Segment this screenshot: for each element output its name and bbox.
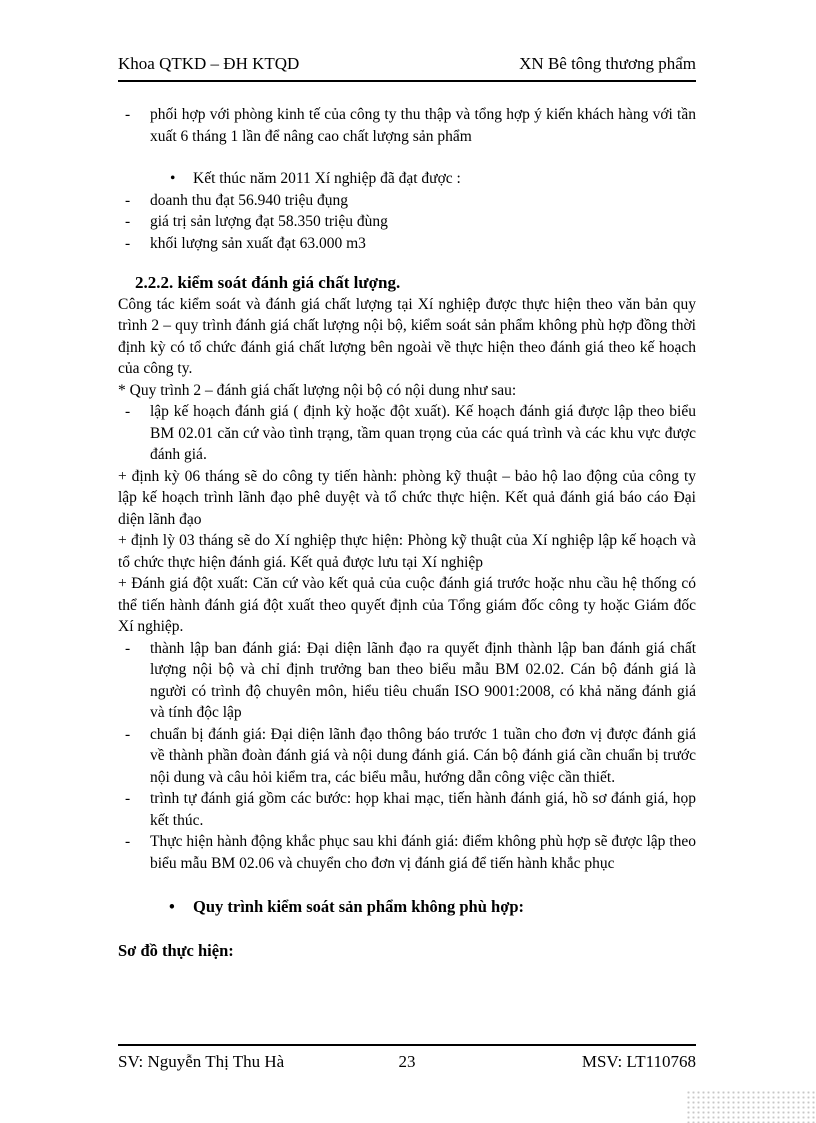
diagram-label: Sơ đồ thực hiện: (118, 940, 234, 960)
dash-marker: - (125, 403, 131, 420)
result-item (118, 211, 696, 233)
plan-note: + định lỳ 03 tháng sẽ do Xí nghiệp thực hiện: Phòng kỹ thuật của Xí nghiệp lập kế hoạch và tổ chức thực hiện đánh giá. Kết quả được lưu tại Xí nghiệp (118, 532, 696, 571)
corner-dot-pattern (686, 1090, 816, 1123)
process-intro: * Quy trình 2 – đánh giá chất lượng nội bộ có nội dung như sau: (118, 381, 517, 399)
step-text: trình tự đánh giá gồm các bước: họp khai mạc, tiến hành đánh giá, hồ sơ đánh giá, họp kết thúc. (150, 790, 696, 829)
results-bullet-text: Kết thúc năm 2011 Xí nghiệp đã đạt được : (193, 170, 461, 187)
header-company: XN Bê tông thương phẩm (519, 54, 696, 73)
list-item-text: phối hợp với phòng kinh tế của công ty thu thập và tổng hợp ý kiến khách hàng với tần xuất 6 tháng 1 lần để nâng cao chất lượng sản phẩm (150, 106, 696, 145)
result-text: doanh thu đạt 56.940 triệu đụng (150, 191, 349, 209)
list-item (118, 104, 696, 147)
dash-marker: - (125, 191, 131, 209)
step-item (118, 638, 696, 724)
dash-marker: - (125, 790, 131, 807)
control-bullet-text: Quy trình kiểm soát sản phẩm không phù hợp: (193, 897, 524, 916)
step-item (118, 724, 696, 789)
page-footer (118, 1044, 696, 1076)
result-item (118, 190, 696, 212)
footer-page-number: 23 (398, 1052, 416, 1071)
footer-student: SV: Nguyễn Thị Thu Hà (118, 1052, 285, 1071)
dash-marker: - (125, 639, 131, 657)
result-text: giá trị sản lượng đạt 58.350 triệu đùng (150, 213, 388, 230)
dash-marker: - (125, 725, 131, 743)
page-content (118, 104, 696, 961)
dash-marker: - (125, 833, 131, 850)
step-text: chuẩn bị đánh giá: Đại diện lãnh đạo thông báo trước 1 tuần cho đơn vị được đánh giá về thành phần đoàn đánh giá và nội dung đánh giá. Cán bộ đánh giá cần chuẩn bị trước nội dung và câu hỏi kiểm tra, các biểu mẫu, hướng dẫn công việc cần thiết. (150, 725, 696, 786)
section-paragraph: Công tác kiểm soát và đánh giá chất lượng tại Xí nghiệp được thực hiện theo văn bản quy trình 2 – quy trình đánh giá chất lượng nội bộ, kiểm soát sản phẩm không phù hợp đồng thời định kỳ có tổ chức đánh giá chất lượng bên ngoài về thực hiện theo đánh giá theo kế hoạch của công ty. (118, 295, 696, 377)
plan-note: + định kỳ 06 tháng sẽ do công ty tiến hành: phòng kỹ thuật – bảo hộ lao động của công ty lập kế hoạch trình lãnh đạo phê duyệt và tổ chức thực hiện. Kết quả đánh giá báo cáo Đại diện lãnh đạo (118, 467, 696, 528)
control-bullet (118, 896, 696, 918)
step-item (118, 788, 696, 831)
section-heading: 2.2.2. kiểm soát đánh giá chất lượng. (135, 273, 401, 292)
header-faculty: Khoa QTKD – ĐH KTQD (118, 54, 300, 73)
step-text: Thực hiện hành động khắc phục sau khi đánh giá: điểm không phù hợp sẽ được lập theo biểu mẫu BM 02.06 và chuyển cho đơn vị đánh giá để tiến hành khắc phục (150, 833, 696, 872)
bullet-marker: • (169, 897, 175, 916)
step-text: thành lập ban đánh giá: Đại diện lãnh đạo ra quyết định thành lập ban đánh giá chất lượng nội bộ và chỉ định trưởng ban theo biểu mẫu BM 02.02. Cán bộ đánh giá là người có trình độ chuyên môn, hiểu tiêu chuẩn ISO 9001:2008, có khả năng đánh giá và tính độc lập (150, 639, 696, 721)
footer-student-id: MSV: LT110768 (581, 1052, 696, 1071)
result-text: khối lượng sản xuất đạt 63.000 m3 (150, 234, 366, 252)
dash-marker: - (125, 234, 131, 252)
dash-marker: - (125, 213, 131, 230)
plan-item (118, 401, 696, 466)
results-bullet (118, 168, 696, 190)
plan-note: + Đánh giá đột xuất: Căn cứ vào kết quả của cuộc đánh giá trước hoặc nhu cầu hệ thống có thể tiến hành đánh giá đột xuất theo quyết định của Tổng giám đốc công ty hoặc Giám đốc Xí nghiệp. (118, 575, 696, 635)
step-item (118, 831, 696, 874)
dash-marker: - (125, 106, 131, 123)
plan-item-text: lập kế hoạch đánh giá ( định kỳ hoặc đột xuất). Kế hoạch đánh giá được lập theo biểu BM 02.01 căn cứ vào tình trạng, tầm quan trọng của các quá trình và các khu vực được đánh giá. (150, 403, 696, 463)
bullet-marker: • (170, 170, 176, 187)
page-header (118, 52, 696, 82)
result-item (118, 233, 696, 255)
